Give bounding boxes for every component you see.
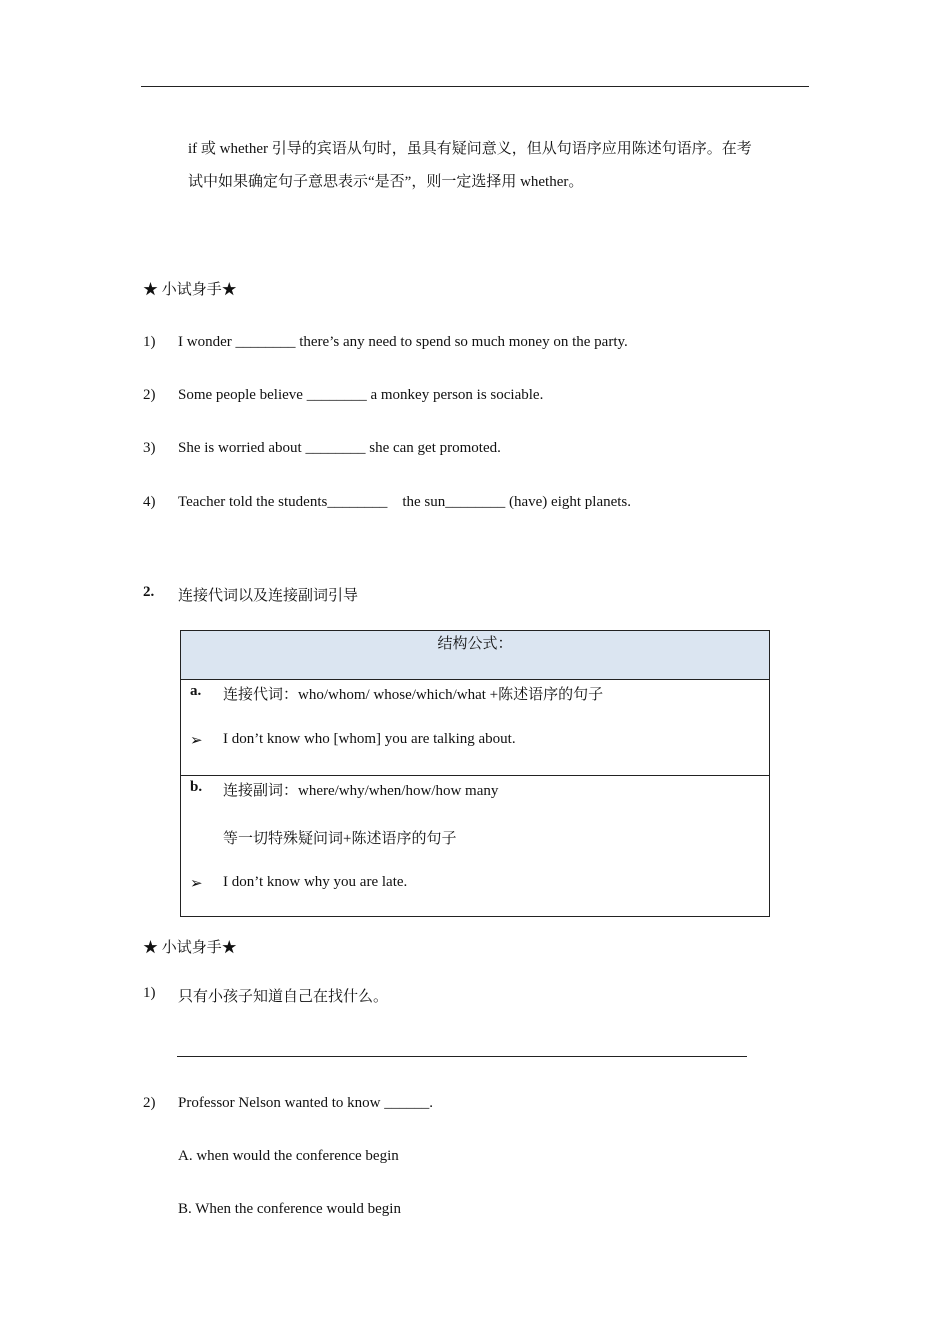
- table-header: [181, 631, 769, 680]
- intro-line-1: if 或 whether 引导的宾语从句时，虽具有疑问意义，但从句语序应用陈述句语序。在考: [188, 141, 752, 157]
- practice-heading-1: ★ 小试身手★: [143, 282, 237, 298]
- option-b: B. When the conference would begin: [178, 1201, 401, 1217]
- exercise-number-3: 3): [143, 440, 156, 456]
- row-b-text-2: 等一切特殊疑问词+陈述语序的句子: [223, 831, 457, 847]
- practice-heading-2: ★ 小试身手★: [143, 940, 237, 956]
- section-number: 2.: [143, 584, 155, 600]
- row-a-bullet-icon: ➢: [190, 733, 203, 749]
- question-text-1: 只有小孩子知道自己在找什么。: [178, 989, 389, 1005]
- table-row-a: [181, 680, 769, 776]
- structure-table: [180, 630, 770, 917]
- exercise-text-2: Some people believe ________ a monkey person is sociable.: [178, 387, 544, 403]
- option-a: A. when would the conference begin: [178, 1148, 399, 1164]
- exercise-text-4: Teacher told the students________ the sun________ (have) eight planets.: [178, 494, 632, 510]
- exercise-number-4: 4): [143, 494, 156, 510]
- row-a-label: a.: [190, 683, 202, 699]
- row-a-example: I don’t know who [whom] you are talking about.: [223, 731, 516, 747]
- section-title: 连接代词以及连接副词引导: [178, 588, 359, 604]
- answer-line[interactable]: [177, 1056, 747, 1057]
- row-b-label: b.: [190, 779, 203, 795]
- row-b-example: I don’t know why you are late.: [223, 874, 408, 890]
- question-text-2: Professor Nelson wanted to know ______.: [178, 1095, 433, 1111]
- question-number-1: 1): [143, 985, 156, 1001]
- exercise-number-1: 1): [143, 334, 156, 350]
- exercise-text-1: I wonder ________ there’s any need to spend so much money on the party.: [178, 334, 628, 350]
- table-header-text: 结构公式：: [437, 636, 513, 652]
- intro-line-2: 试中如果确定句子意思表示“是否”，则一定选择用 whether。: [188, 174, 584, 190]
- header-rule: [141, 86, 809, 87]
- question-number-2: 2): [143, 1095, 156, 1111]
- table-row-b: [181, 776, 769, 916]
- row-a-text: 连接代词：who/whom/ whose/which/what +陈述语序的句子: [223, 687, 604, 703]
- row-b-text: 连接副词：where/why/when/how/how many: [223, 783, 499, 799]
- exercise-number-2: 2): [143, 387, 156, 403]
- row-b-bullet-icon: ➢: [190, 876, 203, 892]
- exercise-text-3: She is worried about ________ she can get promoted.: [178, 440, 501, 456]
